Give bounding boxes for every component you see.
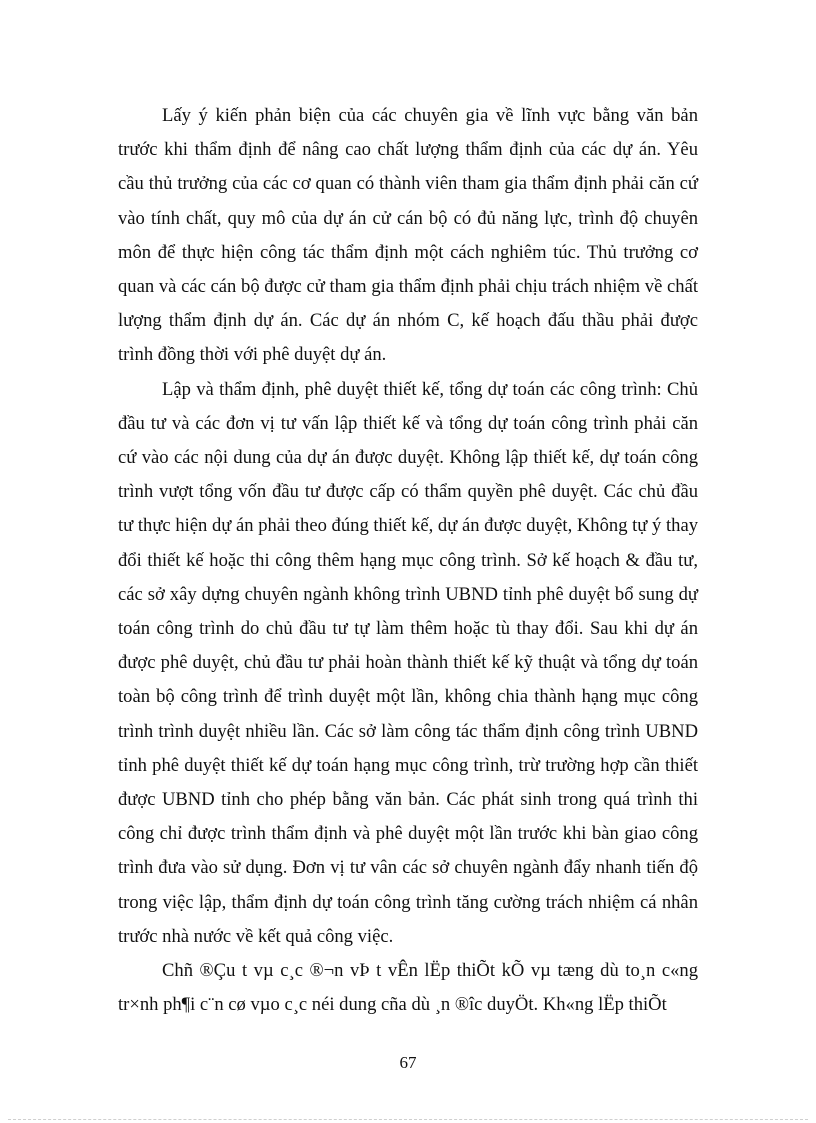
paragraph-review-opinion: Lấy ý kiến phản biện của các chuyên gia về lĩnh vực bằng văn bản trước khi thẩm định để nâng cao chất lượng thẩm định của các dự án. Yêu cầu thủ trưởng của các cơ quan có thành viên tham gia thẩm định phải căn cứ vào tính chất, quy mô của dự án cử cán bộ có đủ năng lực, trình độ chuyên môn để thực hiện công tác thẩm định một cách nghiêm túc. Thủ trưởng cơ quan và các cán bộ được cử tham gia thẩm định phải chịu trách nhiệm về chất lượng thẩm định dự án. Các dự án nhóm C, kế hoạch đấu thầu phải được trình đồng thời với phê duyệt dự án. xyxy=(118,105,698,366)
paragraph-design-approval: Lập và thẩm định, phê duyệt thiết kế, tổng dự toán các công trình: Chủ đầu tư và các đơn vị tư vấn lập thiết kế và tổng dự toán công trình phải căn cứ vào các nội dung của dự án được duyệt. Không lập thiết kế, dự toán công trình vượt tổng vốn đầu tư được cấp có thẩm quyền phê duyệt. Các chủ đầu tư thực hiện dự án phải theo đúng thiết kế, dự án được duyệt, Không tự ý thay đổi thiết kế hoặc thi công thêm hạng mục công trình. Sở kế hoạch & đầu tư, các sở xây dựng chuyên ngành không trình UBND tỉnh phê duyệt bổ sung dự toán công trình do chủ đầu tư tự làm thêm hoặc tù thay đổi. Sau khi dự án được phê duyệt, chủ đầu tư phải hoàn thành thiết kế kỹ thuật và tổng dự toán toàn bộ công trình để trình duyệt một lần, không chia thành hạng mục công trình trình duyệt nhiều lần. Các sở làm công tác thẩm định công trình UBND tỉnh phê duyệt thiết kế dự toán hạng mục công trình, trừ trường hợp cần thiết được UBND tỉnh cho phép bằng văn bản. Các phát sinh trong quá trình thi công chỉ được trình thẩm định và phê duyệt một lần trước khi bàn giao công trình đưa vào sử dụng. Đơn vị tư vân các sở chuyên ngành đẩy nhanh tiến độ trong việc lập, thẩm định dự toán công trình tăng cường trách nhiệm cá nhân trước nhà nước về kết quả công việc. xyxy=(118,378,698,947)
page-number: 67 xyxy=(399,1053,417,1072)
page-bottom-divider xyxy=(8,1119,808,1120)
paragraph-garbled-encoding: Chñ ®Çu t vµ c¸c ®¬n vÞ t vÊn lËp thiÕt kÕ vµ tæng dù to¸n c«ng tr×nh ph¶i c¨n cø vµo c¸c néi dung cña dù ¸n ®îc duyÖt. Kh«ng lËp thiÕt xyxy=(118,960,698,1016)
body-text xyxy=(118,99,698,1022)
